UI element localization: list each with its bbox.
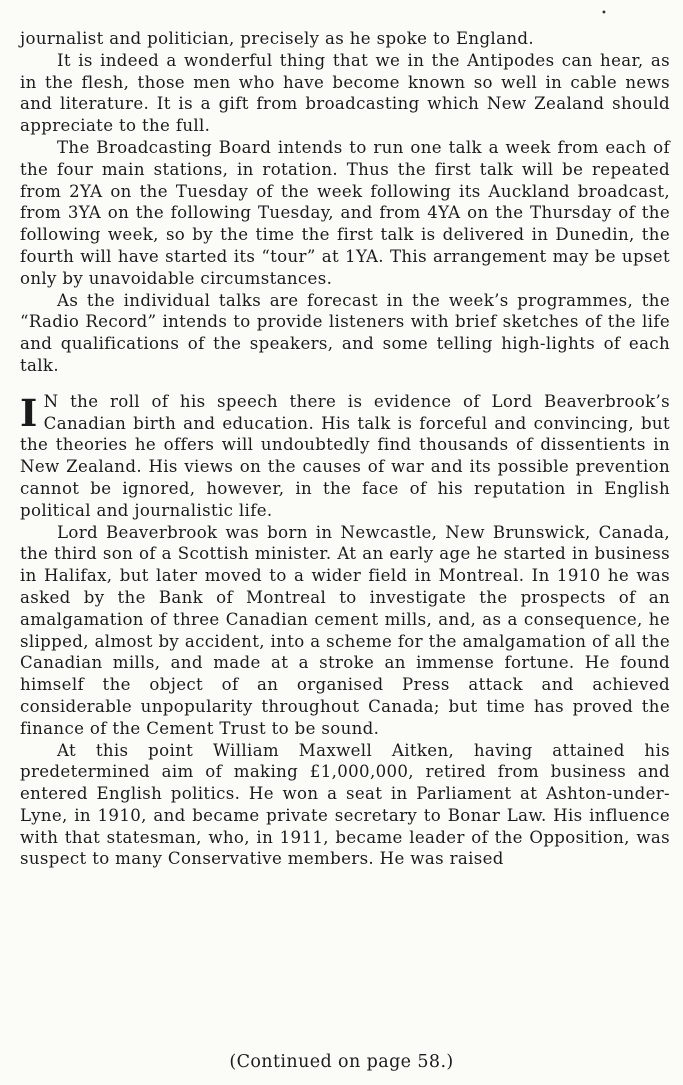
intro-paragraph-1: journalist and politician, precisely as he spoke to England.: [20, 29, 534, 48]
drop-cap-letter: I: [20, 390, 38, 435]
section-opening-paragraph: [20, 391, 670, 522]
print-speck: •: [601, 8, 607, 19]
opening-paragraph-text: N the roll of his speech there is evidence of Lord Beaverbrook’s Canadian birth and education. His talk is forceful and convincing, but the theories he offers will undoubtedly find thousands of dissentients in New Zealand. His views on the causes of war and its possible prevention cannot be ignored, however, in the face of his reputation in English political and journalistic life.: [20, 391, 670, 520]
intro-paragraph-4: As the individual talks are forecast in the week’s programmes, the “Radio Record” intends to provide listeners with brief sketches of the life and qualifications of the speakers, and some telling high-lights of each talk.: [20, 290, 670, 375]
intro-paragraph-2: It is indeed a wonderful thing that we in the Antipodes can hear, as in the flesh, those men who have become known so well in cable news and literature. It is a gift from broadcasting which New Zealand should appreciate to the full.: [20, 50, 670, 136]
article-column: [20, 28, 670, 870]
intro-paragraph-3: The Broadcasting Board intends to run one talk a week from each of the four main stations, in rotation. Thus the first talk will be repeated from 2YA on the Tuesday of the week following its Auckland broadcast, from 3YA on the following Tuesday, and from 4YA on the Thursday of the following week, so by the time the first talk is delivered in Dunedin, the fourth will have started its “tour” at 1YA. This arrangement may be upset only by unavoidable circumstances.: [20, 137, 670, 288]
body-paragraph-2: At this point William Maxwell Aitken, having attained his predetermined aim of making £1,000,000, retired from business and entered English politics. He won a seat in Parliament at Ashton-under-Lyne, in 1910, and became private secretary to Bonar Law. His influence with that statesman, who, in 1911, became leader of the Opposition, was suspect to many Conservative members. He was raised: [20, 740, 670, 869]
body-paragraph-1: Lord Beaverbrook was born in Newcastle, New Brunswick, Canada, the third son of a Scottish minister. At an early age he started in business in Halifax, but later moved to a wider field in Montreal. In 1910 he was asked by the Bank of Montreal to investigate the prospects of an amalgamation of three Canadian cement mills, and, as a consequence, he slipped, almost by accident, into a scheme for the amalgamation of all the Canadian mills, and made at a stroke an immense fortune. He found himself the object of an organised Press attack and achieved considerable unpopularity throughout Canada; but time has proved the finance of the Cement Trust to be sound.: [20, 522, 670, 738]
continued-note: (Continued on page 58.): [229, 1052, 454, 1072]
section-divider: [20, 377, 670, 391]
